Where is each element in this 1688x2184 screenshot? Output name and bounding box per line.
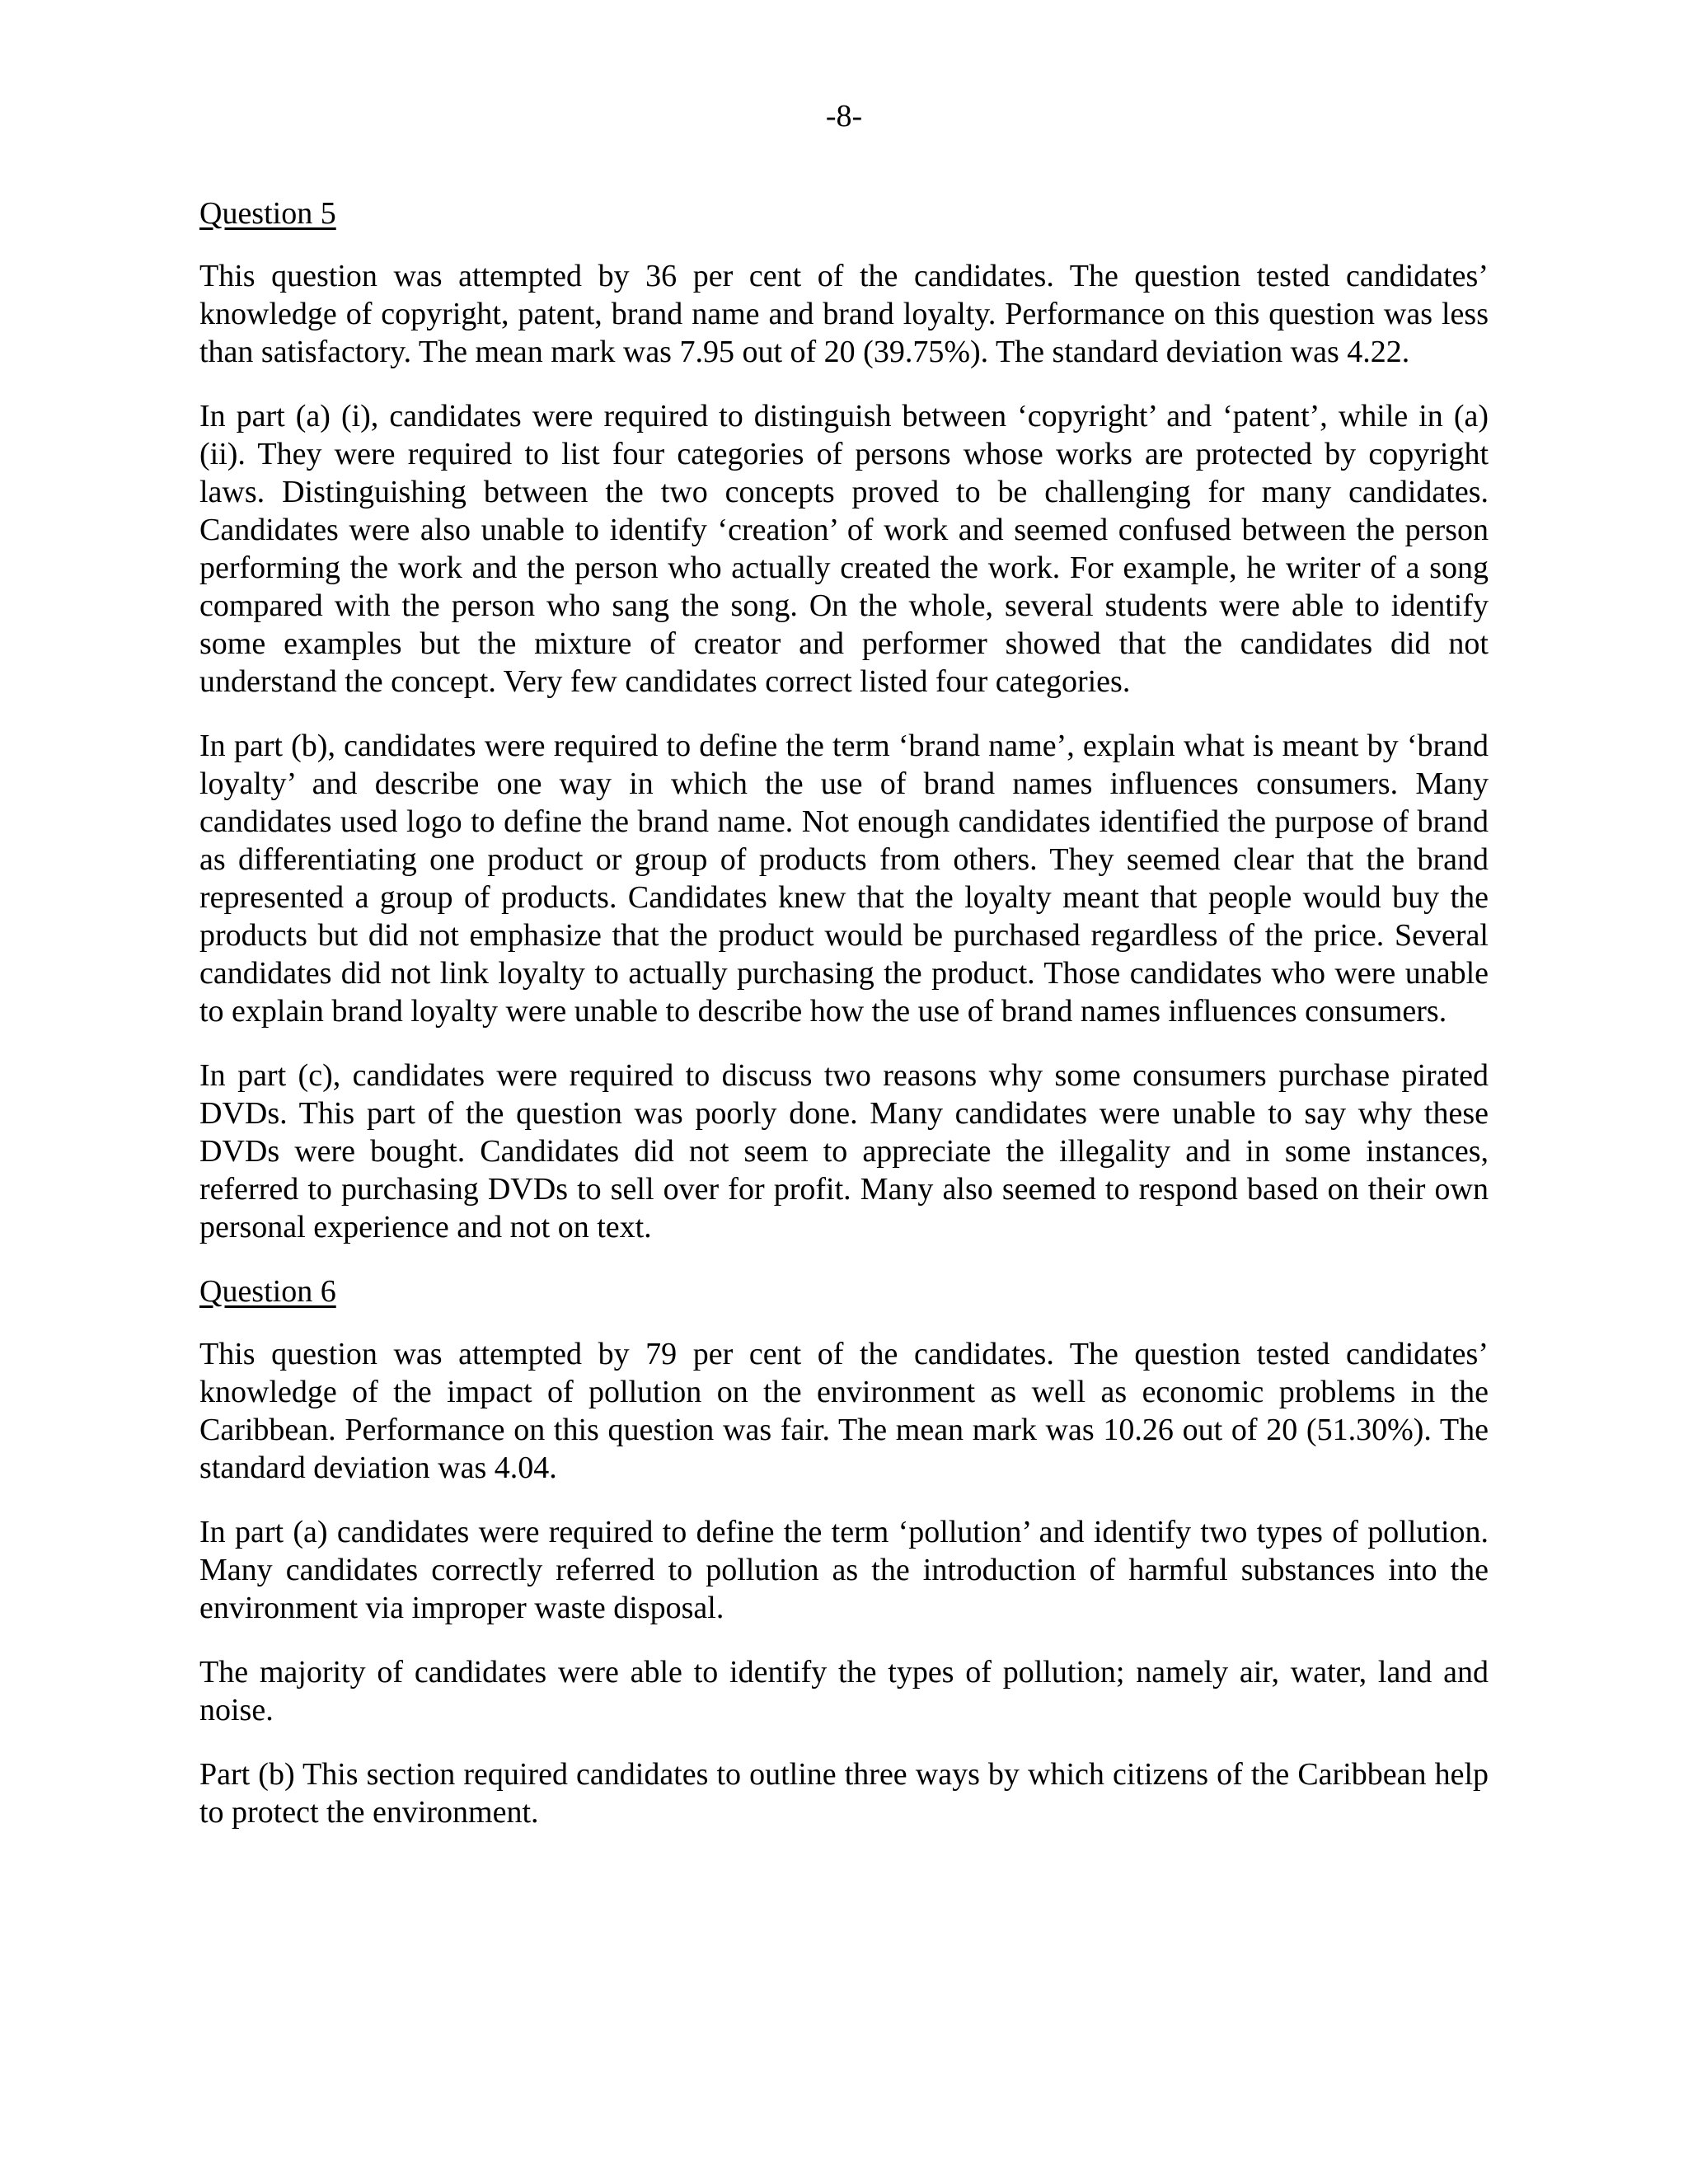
paragraph: This question was attempted by 79 per cent of the candidates. The question tested candidates’ knowledge of the impact of pollution on the environment as well as economic problems in the Caribbean. Performance on this question was fair. The mean mark was 10.26 out of 20 (51.30%). The standard deviation was 4.04. — [199, 1337, 1489, 1485]
paragraph: The majority of candidates were able to identify the types of pollution; namely air, water, land and noise. — [199, 1655, 1489, 1727]
paragraph: Part (b) This section required candidates to outline three ways by which citizens of the Caribbean help to protect the environment. — [199, 1757, 1489, 1830]
paragraph: In part (a) candidates were required to define the term ‘pollution’ and identify two types of pollution. Many candidates correctly referred to pollution as the introduction of harmful substances into the environment via improper waste disposal. — [199, 1515, 1489, 1625]
section-heading-question-6: Question 6 — [199, 1274, 336, 1309]
paragraph: In part (a) (i), candidates were required to distinguish between ‘copyright’ and ‘patent’, while in (a) (ii). They were required to list four categories of persons whose works are protected by copyright laws. Distinguishing between the two concepts proved to be challenging for many candidates. Candidates were also unable to identify ‘creation’ of work and seemed confused between the person performing the work and the person who actually created the work. For example, he writer of a song compared with the person who sang the song. On the whole, several students were able to identify some examples but the mixture of creator and performer showed that the candidates did not understand the concept. Very few candidates correct listed four categories. — [199, 399, 1489, 699]
paragraph: In part (c), candidates were required to discuss two reasons why some consumers purchase pirated DVDs. This part of the question was poorly done. Many candidates were unable to say why these DVDs were bought. Candidates did not seem to appreciate the illegality and in some instances, referred to purchasing DVDs to sell over for profit. Many also seemed to respond based on their own personal experience and not on text. — [199, 1058, 1489, 1244]
page-number: -8- — [825, 99, 863, 134]
section-heading-question-5: Question 5 — [199, 196, 336, 231]
page-content — [199, 194, 1489, 1858]
paragraph: This question was attempted by 36 per cent of the candidates. The question tested candidates’ knowledge of copyright, patent, brand name and brand loyalty. Performance on this question was less than satisfactory. The mean mark was 7.95 out of 20 (39.75%). The standard deviation was 4.22. — [199, 259, 1489, 369]
paragraph: In part (b), candidates were required to define the term ‘brand name’, explain what is meant by ‘brand loyalty’ and describe one way in which the use of brand names influences consumers. Many candidates used logo to define the brand name. Not enough candidates identified the purpose of brand as differentiating one product or group of products from others. They seemed clear that the brand represented a group of products. Candidates knew that the loyalty meant that people would buy the products but did not emphasize that the product would be purchased regardless of the price. Several candidates did not link loyalty to actually purchasing the product. Those candidates who were unable to explain brand loyalty were unable to describe how the use of brand names influences consumers. — [199, 729, 1489, 1029]
